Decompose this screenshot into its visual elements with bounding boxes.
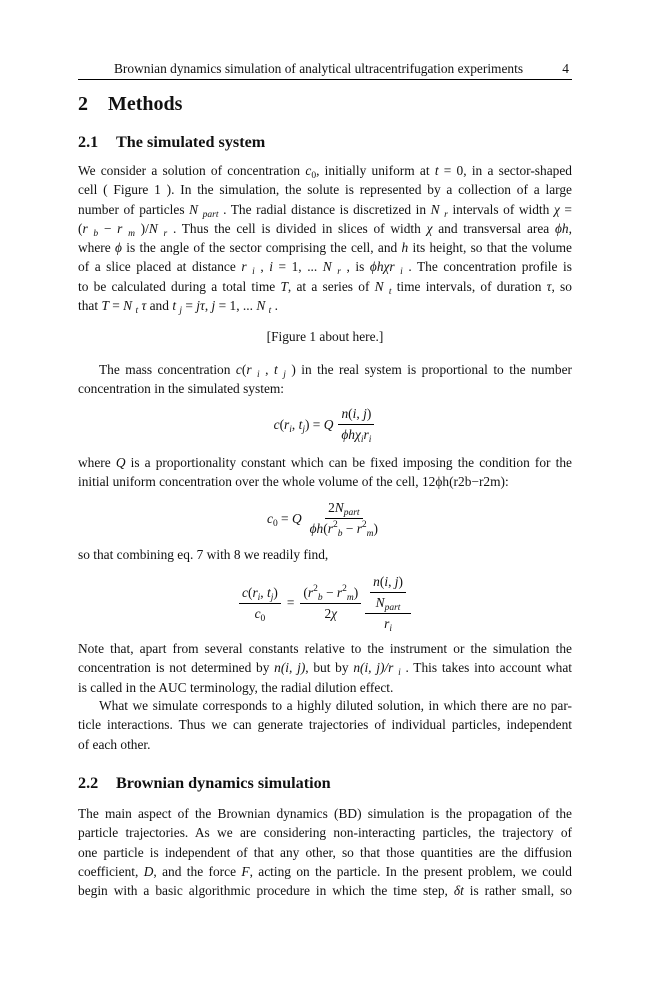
equation-fraction: $\frac{c(r_i, t_j)}{c_0}$ bbox=[239, 585, 281, 622]
text-line: where ϕ is the angle of the sector comprising the cell, and h its height, so that the volume bbox=[78, 240, 572, 256]
equation-fraction: $\frac{\frac{n(i, j)}{N_{part}}}{r_i}$ bbox=[365, 574, 411, 632]
text-line: where Q is a proportionality constant which can be fixed imposing the condition for the bbox=[78, 455, 572, 470]
subsection-heading-simulated-system bbox=[78, 133, 265, 152]
figure-placeholder: [Figure 1 about here.] bbox=[266, 329, 384, 344]
subsection-number: 2.1 bbox=[78, 133, 99, 151]
subsection-title: Brownian dynamics simulation bbox=[116, 774, 331, 792]
section-heading bbox=[78, 93, 182, 116]
subsection-title: The simulated system bbox=[116, 133, 266, 151]
paragraph-combining bbox=[78, 545, 572, 564]
equation-fraction: $\frac{n(i, j)}{\phi h\chi_ir_i}$ bbox=[338, 406, 374, 443]
equation-concentration: $c(r_i$, $t_j) = Q$ $\frac{n(i, j)}{\phi h\chi_ir_i}$ bbox=[78, 406, 572, 443]
text-line: (r $_b$ − r $_m$ )/N $_r$ . Thus the cell is divided in slices of width χ and transversal area ϕh, bbox=[78, 220, 572, 239]
subsection-number: 2.2 bbox=[78, 774, 99, 792]
section-title: Methods bbox=[108, 93, 183, 115]
text-line: ticle interactions. Thus we can generate trajectories of individual particles, independent bbox=[78, 717, 572, 733]
text-line: coefficient, D, and the force F, acting on the particle. In the present problem, we could bbox=[78, 863, 572, 879]
text-line: We consider a solution of concentration $c_0$, initially uniform at t = 0, in a sector-shaped bbox=[78, 163, 572, 181]
running-header bbox=[78, 61, 572, 80]
text-line: number of particles N $_{part}$ . The radial distance is discretized in N $_r$ intervals of width χ = bbox=[78, 201, 572, 220]
text-line: Note that, apart from several constants relative to the instrument or the simulation the bbox=[78, 641, 572, 656]
text-line: concentration in the simulated system: bbox=[78, 381, 285, 397]
text-line: concentration is not determined by n(i, j), but by n(i, j)/r $_i$ . This takes into account what bbox=[78, 660, 573, 679]
text-line: begin with a basic algorithmic procedure in which the time step, δt is rather small, so bbox=[78, 883, 573, 899]
section-number: 2 bbox=[78, 93, 88, 115]
paragraph-mass-concentration bbox=[78, 360, 572, 399]
equation-fraction: $\frac{(r^2_b - r^2_m)}{2\chi}$ bbox=[300, 585, 361, 622]
text-line: to be calculated during a total time T, at a series of N $_t$ time intervals, of duration τ, so bbox=[78, 278, 572, 297]
text-line: What we simulate corresponds to a highly diluted solution, in which there are no par- bbox=[99, 698, 572, 713]
text-line: The main aspect of the Brownian dynamics (BD) simulation is the propagation of the bbox=[78, 806, 572, 821]
text-line: initial uniform concentration over the whole volume of the cell, 12ϕh(r2b−r2m): bbox=[78, 474, 509, 490]
text-line: of each other. bbox=[78, 736, 151, 752]
paragraph-bd-simulation bbox=[78, 804, 572, 900]
page-number: 4 bbox=[562, 61, 569, 76]
equation-c0: $c_0 = Q$ $\frac{2N_{part}}{\phi h(r^2_b - r^2_m)}$ bbox=[78, 500, 572, 537]
paragraph-proportionality bbox=[78, 453, 572, 492]
paragraph-simulated-system bbox=[78, 161, 572, 315]
text-line: is called in the AUC terminology, the radial dilution effect. bbox=[78, 679, 394, 695]
text-line: particle trajectories. As we are considering non-interacting particles, the trajectory of bbox=[78, 825, 572, 841]
running-title: Brownian dynamics simulation of analytical ultracentrifugation experiments bbox=[114, 61, 524, 76]
paragraph-note bbox=[78, 639, 572, 697]
text-line: cell ( Figure 1 ). In the simulation, the solute is represented by a collection of a large bbox=[78, 182, 572, 198]
text-line: that T = N $_t$ τ and t $_j$ = jτ, j = 1, ... N $_t$ . bbox=[78, 298, 278, 317]
equation-combined: $\frac{c(r_i, t_j)}{c_0}$ = $\frac{(r^2_b - r^2_m)}{2\chi}$ $\frac{\frac{n(i, j)}{N_{part}}}{r_i}$ bbox=[78, 574, 572, 632]
subsection-heading-brownian-dynamics bbox=[78, 774, 331, 793]
text-line: of a slice placed at distance r $_i$ , i = 1, ... N $_r$ , is ϕhχr $_i$ . The concentration profile is bbox=[78, 259, 572, 278]
paragraph-diluted-solution bbox=[78, 696, 572, 754]
text-line: so that combining eq. 7 with 8 we readily find, bbox=[78, 547, 329, 562]
text-line: The mass concentration c(r $_i$ , t $_j$ ) in the real system is proportional to the number bbox=[99, 362, 572, 380]
equation-fraction: $\frac{2N_{part}}{\phi h(r^2_b - r^2_m)}$ bbox=[309, 500, 378, 539]
text-line: one particle is independent of that any other, so that those quantities are the diffusion bbox=[78, 844, 572, 860]
